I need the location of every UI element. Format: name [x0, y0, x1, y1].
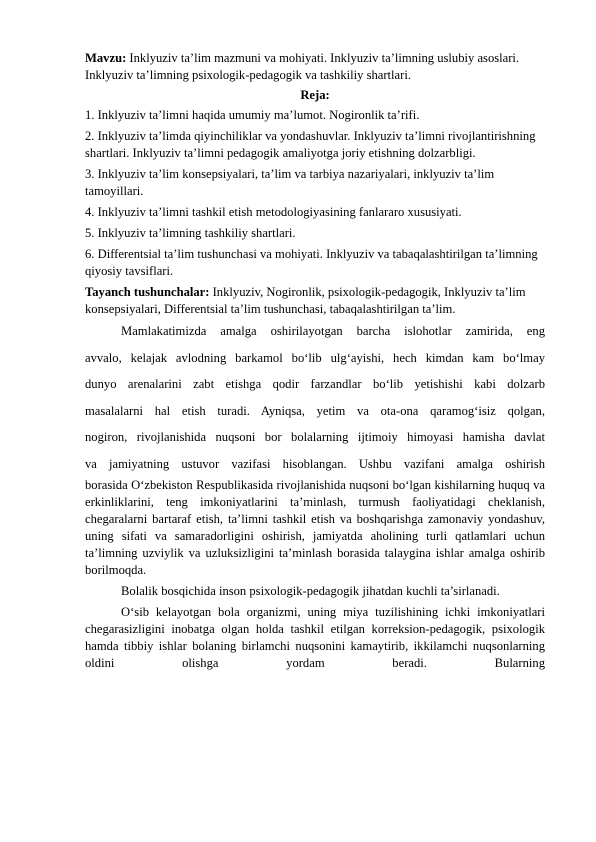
plan-item-4: 4. Inklyuziv ta’limni tashkil etish metodologiyasining fanlararo xususiyati. [85, 205, 462, 219]
topic-text: Inklyuziv ta’lim mazmuni va mohiyati. Inklyuziv ta’limning uslubiy asoslari. Inklyuziv ta’limning psixologik-pedagogik va tashkiliy shartlari. [85, 51, 520, 82]
body-paragraph-1-rest: borasida O‘zbekiston Respublikasida rivojlanishida nuqsoni bo‘lgan kishilarning huquq va erkinliklarini, teng imkoniyatlarini ta’minlash, turmush faoliyatidagi cheklanish, chegaralarni bartaraf etish, ta’limni tashkil etish va boshqarishga zamonaviy yondashuv, uning sifati va samaradorligini oshirish, jamiyatda aholining turli qatlamlari uchun ta’limning uzviylik va uzluksizligini ta’minlash borasida talaygina ishlar amalga oshirib borilmoqda. [85, 478, 545, 577]
body-paragraph-3: O‘sib kelayotgan bola organizmi, uning miya tuzilishining ichki imkoniyatlari chegarasizligini inobatga olgan holda tashkil etilgan korreksion-pedagogik, psixologik hamda tibbiy ishlar bolaning birlamchi nuqsonini kamaytirib, ikkilamchi nuqsonlarning oldini olishga yordam beradi. Bularning [85, 605, 545, 670]
plan-heading: Reja: [300, 88, 330, 102]
plan-item-2: 2. Inklyuziv ta’limda qiyinchiliklar va yondashuvlar. Inklyuziv ta’limni rivojlantirishning shartlari. Inklyuziv ta’limni pedagogik amaliyotga joriy etishning dolzarbligi. [85, 129, 536, 160]
body-line-4: masalalarni hal etish turadi. Ayniqsa, yetim va ota-ona qaramog‘isiz qolgan, [85, 403, 545, 418]
topic-paragraph [85, 50, 545, 84]
body-line-6: va jamiyatning ustuvor vazifasi hisoblangan. Ushbu vazifani amalga oshirish [85, 456, 545, 471]
body-paragraph-1 [85, 318, 545, 579]
plan-item-5: 5. Inklyuziv ta’limning tashkiliy shartlari. [85, 226, 296, 240]
plan-item-3: 3. Inklyuziv ta’lim konsepsiyalari, ta’lim va tarbiya nazariyalari, inklyuziv ta’lim tamoyillari. [85, 167, 495, 198]
body-line-2: avvalo, kelajak avlodning barkamol bo‘lib ulg‘ayishi, hech kimdan kam bo‘lmay [85, 350, 545, 365]
document-page [85, 50, 545, 672]
body-line-1: Mamlakatimizda amalga oshirilayotgan barcha islohotlar zamirida, eng [121, 324, 545, 338]
body-line-5: nogiron, rivojlanishida nuqsoni bor bolalarning ijtimoiy himoyasi hamisha davlat [85, 430, 545, 444]
plan-item-1: 1. Inklyuziv ta’limni haqida umumiy ma’lumot. Nogironlik ta’rifi. [85, 108, 420, 122]
plan-item-6: 6. Differentsial ta’lim tushunchasi va mohiyati. Inklyuziv va tabaqalashtirilgan ta’limning qiyosiy tavsiflari. [85, 247, 538, 278]
body-paragraph-2: Bolalik bosqichida inson psixologik-pedagogik jihatdan kuchli ta’sirlanadi. [121, 584, 500, 598]
body-line-3: dunyo arenalarini zabt etishga qodir farzandlar bo‘lib yetishishi kabi dolzarb [85, 377, 545, 391]
key-concepts-paragraph [85, 284, 545, 318]
key-concepts-text: Inklyuziv, Nogironlik, psixologik-pedagogik, Inklyuziv ta’lim konsepsiyalari, Differentsial ta’lim tushunchasi, tabaqalashtirilgan ta’lim. [85, 285, 526, 316]
key-concepts-label: Tayanch tushunchalar: [85, 285, 210, 299]
topic-label: Mavzu: [85, 51, 127, 65]
